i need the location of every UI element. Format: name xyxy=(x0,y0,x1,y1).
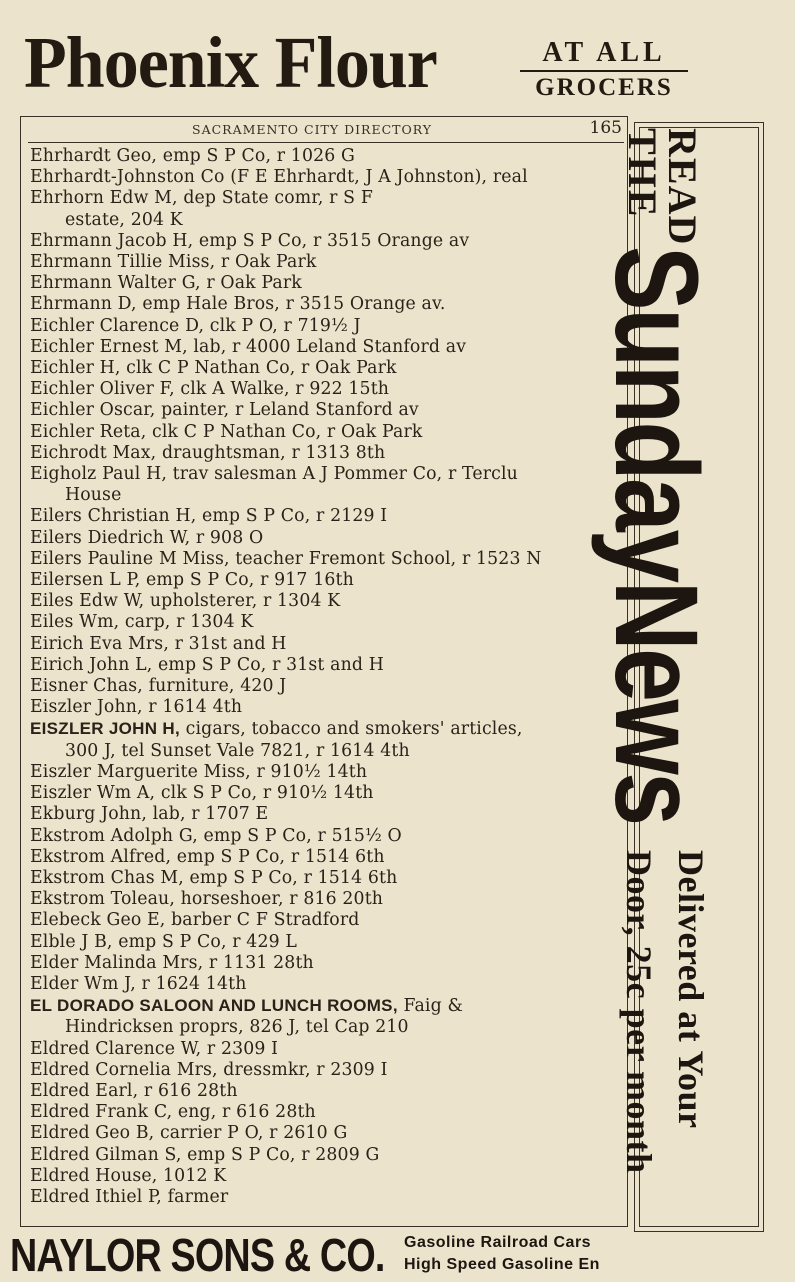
entry-text: Ehrmann Jacob H, emp S P Co, r 3515 Orange av xyxy=(30,230,470,251)
entry-text: Ehrhardt-Johnston Co (F E Ehrhardt, J A Johnston), real xyxy=(30,167,528,188)
entry-text: estate, 204 K xyxy=(65,209,183,230)
directory-entry xyxy=(30,1187,626,1208)
directory-entry xyxy=(30,804,626,825)
directory-entry xyxy=(30,1017,626,1038)
directory-entry xyxy=(30,634,626,655)
directory-entry xyxy=(30,1145,626,1166)
entry-text: Faig & xyxy=(397,996,463,1017)
entry-text: Eldred Gilman S, emp S P Co, r 2809 G xyxy=(30,1144,380,1165)
entry-text: Elder Malinda Mrs, r 1131 28th xyxy=(30,952,314,973)
directory-entry xyxy=(30,974,626,995)
entry-text: Elble J B, emp S P Co, r 429 L xyxy=(30,931,298,952)
running-head: SACRAMENTO CITY DIRECTORY xyxy=(192,122,433,137)
ad-tagline-rule xyxy=(520,70,688,72)
entry-text: Eilers Christian H, emp S P Co, r 2129 I xyxy=(30,506,388,527)
entry-text: Eigholz Paul H, trav salesman A J Pommer Co, r Terclu xyxy=(30,464,518,485)
directory-entry xyxy=(30,231,626,252)
directory-entry xyxy=(30,1060,626,1081)
directory-entry xyxy=(30,400,626,421)
directory-entry xyxy=(30,1166,626,1187)
entry-text: Eiles Edw W, upholsterer, r 1304 K xyxy=(30,591,341,612)
side-ad-text xyxy=(572,128,722,1222)
entry-text: Elebeck Geo E, barber C F Stradford xyxy=(30,910,360,931)
directory-entry xyxy=(30,783,626,804)
directory-entry xyxy=(30,762,626,783)
entry-text: Ekstrom Alfred, emp S P Co, r 1514 6th xyxy=(30,846,385,867)
entry-text: Ehrmann Walter G, r Oak Park xyxy=(30,273,302,294)
ad-the: THE xyxy=(620,128,665,219)
entry-text: Ekstrom Toleau, horseshoer, r 816 20th xyxy=(30,889,384,910)
directory-entry xyxy=(30,676,626,697)
entry-text: Elder Wm J, r 1624 14th xyxy=(30,973,247,994)
ad-tagline xyxy=(520,38,688,102)
entry-text: Ekstrom Adolph G, emp S P Co, r 515½ O xyxy=(30,825,402,846)
business-name: EL DORADO SALOON AND LUNCH ROOMS, xyxy=(30,996,398,1016)
ad-sunday-news: SundayNews xyxy=(590,246,722,824)
ad-tagline-line1: AT ALL xyxy=(542,37,666,68)
directory-entry xyxy=(30,294,626,315)
entry-text: Eiszler John, r 1614 4th xyxy=(30,697,243,718)
ad-title: Phoenix Flour xyxy=(24,23,437,104)
entry-text: Ehrhorn Edw M, dep State comr, r S F xyxy=(30,188,373,209)
read-the-block xyxy=(586,128,706,248)
directory-entry xyxy=(30,273,626,294)
directory-entry xyxy=(30,1102,626,1123)
directory-entry xyxy=(30,889,626,910)
ad-delivered: Delivered at Your xyxy=(671,850,711,1129)
directory-entry xyxy=(30,1123,626,1144)
ad-company: NAYLOR SONS & CO. xyxy=(10,1229,385,1281)
entry-text: Eichler Oscar, painter, r Leland Stanford av xyxy=(30,400,419,421)
entry-text: Eldred Frank C, eng, r 616 28th xyxy=(30,1102,316,1123)
directory-entry xyxy=(30,528,626,549)
directory-entry xyxy=(30,1039,626,1060)
directory-entry xyxy=(30,868,626,889)
entry-text: 300 J, tel Sunset Vale 7821, r 1614 4th xyxy=(65,740,410,761)
entry-text: Eiszler Wm A, clk S P Co, r 910½ 14th xyxy=(30,783,374,804)
directory-entry xyxy=(30,379,626,400)
directory-entry xyxy=(30,612,626,633)
directory-entry xyxy=(30,188,626,209)
business-name: EISZLER JOHN H, xyxy=(30,719,180,739)
entry-text: Eldred Clarence W, r 2309 I xyxy=(30,1038,279,1059)
entry-text: Eldred Earl, r 616 28th xyxy=(30,1080,238,1101)
directory-entry xyxy=(30,252,626,273)
directory-entries xyxy=(30,146,626,1208)
ad-read: READ xyxy=(660,128,705,246)
entry-text: Eichler Oliver F, clk A Walke, r 922 15th xyxy=(30,379,390,400)
directory-entry xyxy=(30,718,626,740)
entry-text: Ekstrom Chas M, emp S P Co, r 1514 6th xyxy=(30,867,398,888)
entry-text: Eiles Wm, carp, r 1304 K xyxy=(30,612,254,633)
ad-door-price: Door, 25c per month xyxy=(619,850,659,1174)
directory-entry xyxy=(30,422,626,443)
directory-entry xyxy=(30,995,626,1017)
entry-text: Ehrhardt Geo, emp S P Co, r 1026 G xyxy=(30,146,355,166)
directory-entry xyxy=(30,570,626,591)
directory-entry xyxy=(30,316,626,337)
directory-entry xyxy=(30,932,626,953)
directory-entry xyxy=(30,337,626,358)
directory-entry xyxy=(30,697,626,718)
entry-text: Eilers Diedrich W, r 908 O xyxy=(30,527,264,548)
entry-text: Eichler Reta, clk C P Nathan Co, r Oak Park xyxy=(30,421,423,442)
directory-entry xyxy=(30,210,626,231)
entry-text: Eirich John L, emp S P Co, r 31st and H xyxy=(30,654,384,675)
entry-text: Eldred Cornelia Mrs, dressmkr, r 2309 I xyxy=(30,1059,388,1080)
entry-text: Eichrodt Max, draughtsman, r 1313 8th xyxy=(30,442,386,463)
entry-text: Ehrmann D, emp Hale Bros, r 3515 Orange av. xyxy=(30,294,446,315)
entry-text: Eilers Pauline M Miss, teacher Fremont School, r 1523 N xyxy=(30,548,542,569)
entry-text: Eldred Ithiel P, farmer xyxy=(30,1186,229,1207)
directory-entry xyxy=(30,910,626,931)
directory-entry xyxy=(30,549,626,570)
directory-entry xyxy=(30,1081,626,1102)
entry-text: Eiszler Marguerite Miss, r 910½ 14th xyxy=(30,761,368,782)
directory-entry xyxy=(30,506,626,527)
entry-text: Ehrmann Tillie Miss, r Oak Park xyxy=(30,252,317,273)
directory-entry xyxy=(30,464,626,485)
entry-text: Hindricksen proprs, 826 J, tel Cap 210 xyxy=(65,1017,409,1038)
directory-entry xyxy=(30,847,626,868)
directory-entry xyxy=(30,443,626,464)
entry-text: cigars, tobacco and smokers' articles, xyxy=(179,719,523,740)
directory-entry xyxy=(30,358,626,379)
entry-text: Eilersen L P, emp S P Co, r 917 16th xyxy=(30,570,354,591)
directory-entry xyxy=(30,146,626,167)
entry-text: Eisner Chas, furniture, 420 J xyxy=(30,676,287,697)
directory-entry xyxy=(30,953,626,974)
directory-entry xyxy=(30,826,626,847)
ad-tagline-line2: GROCERS xyxy=(535,74,673,101)
bottom-advertisement xyxy=(0,1228,795,1281)
entry-text: House xyxy=(65,485,122,506)
entry-text: Eichler Clarence D, clk P O, r 719½ J xyxy=(30,315,361,336)
entry-text: Eichler H, clk C P Nathan Co, r Oak Park xyxy=(30,358,397,379)
page-header xyxy=(28,118,624,143)
ad-line2: High Speed Gasoline En xyxy=(404,1256,600,1273)
top-advertisement xyxy=(0,0,795,110)
page-number: 165 xyxy=(589,118,622,138)
ad-line1: Gasoline Railroad Cars xyxy=(404,1234,592,1251)
entry-text: Ekburg John, lab, r 1707 E xyxy=(30,804,269,825)
directory-entry xyxy=(30,741,626,762)
entry-text: Eldred Geo B, carrier P O, r 2610 G xyxy=(30,1123,348,1144)
entry-text: Eldred House, 1012 K xyxy=(30,1165,227,1186)
entry-text: Eichler Ernest M, lab, r 4000 Leland Stanford av xyxy=(30,336,467,357)
entry-text: Eirich Eva Mrs, r 31st and H xyxy=(30,633,287,654)
directory-entry xyxy=(30,655,626,676)
directory-entry xyxy=(30,485,626,506)
directory-entry xyxy=(30,591,626,612)
directory-entry xyxy=(30,167,626,188)
